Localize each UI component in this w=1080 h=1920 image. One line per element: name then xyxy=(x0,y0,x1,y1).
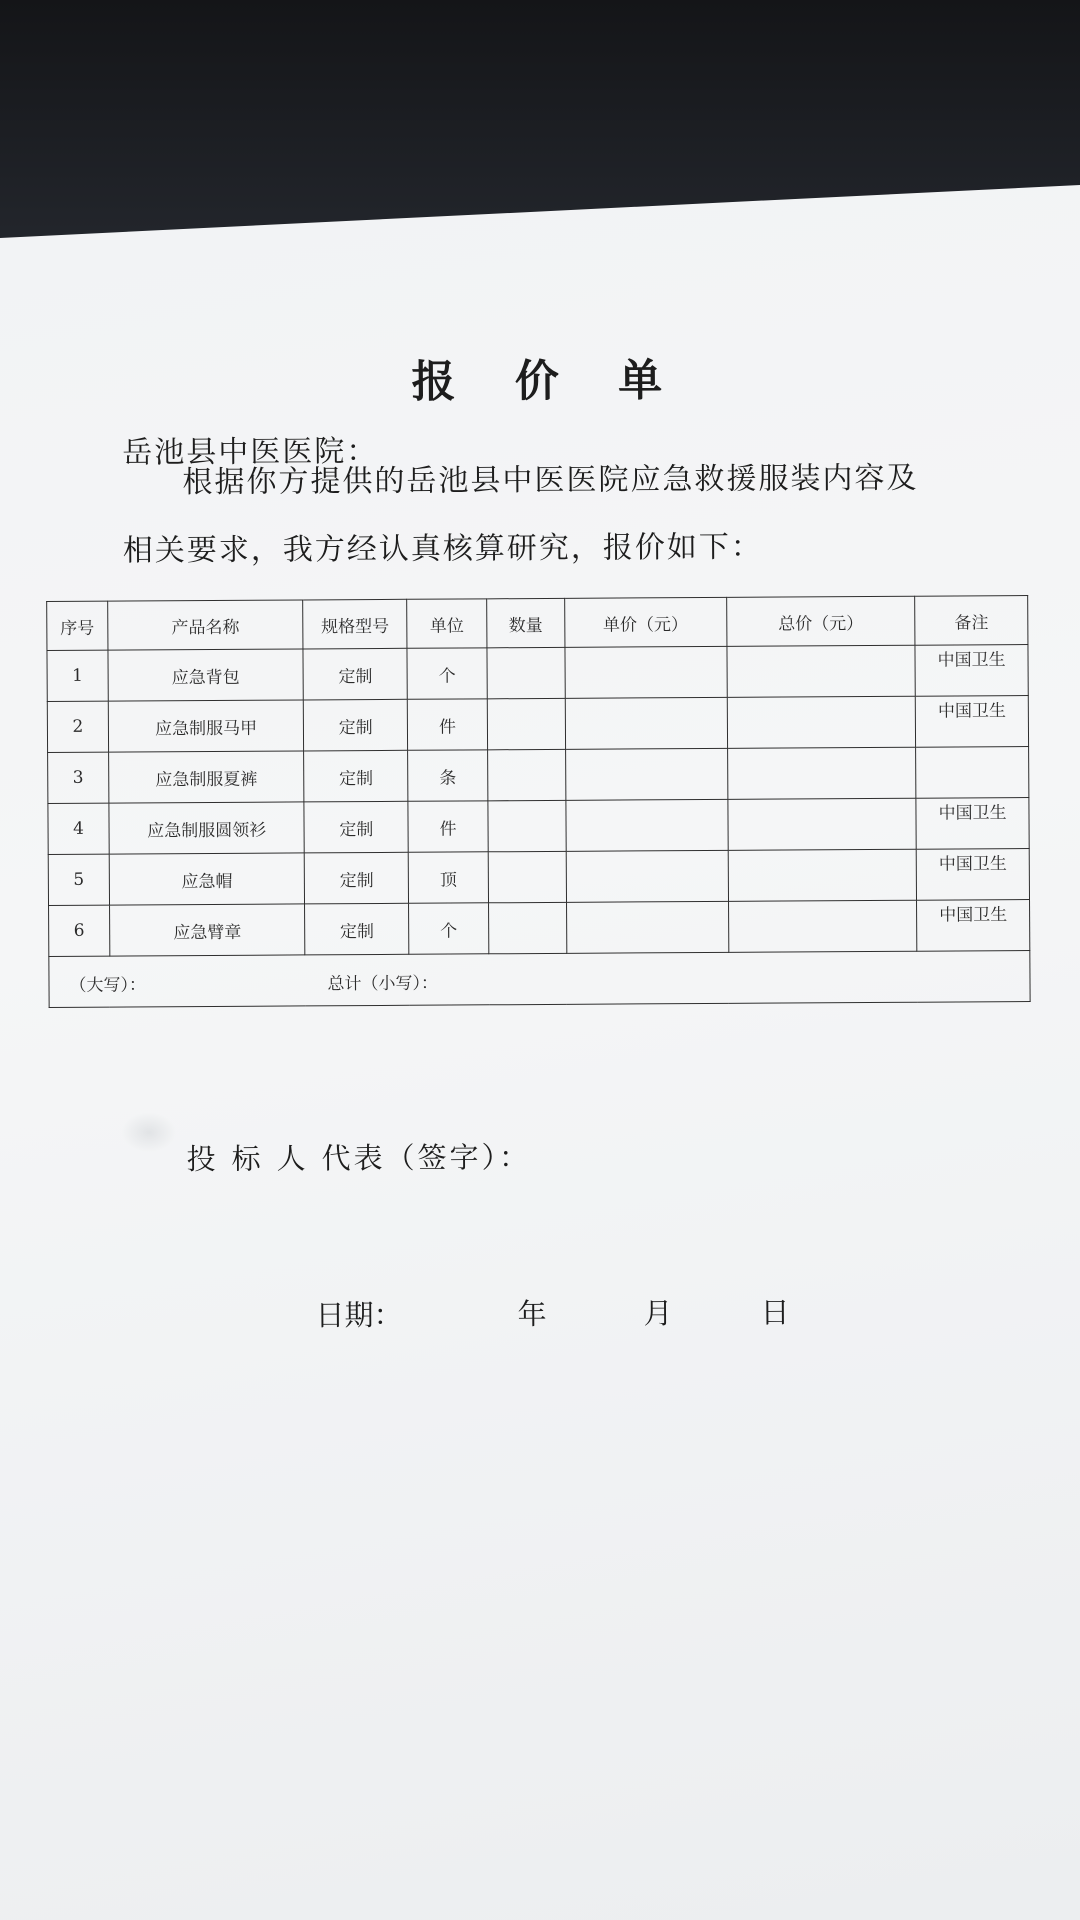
header-seq: 序号 xyxy=(47,601,108,650)
header-total-price: 总价（元） xyxy=(726,596,915,646)
table-row xyxy=(48,747,1029,804)
cell-seq: 3 xyxy=(48,752,109,803)
cell-unit: 件 xyxy=(408,801,488,852)
cell-total-price xyxy=(727,645,916,697)
cell-note: 中国卫生 xyxy=(915,696,1028,748)
cell-unit: 件 xyxy=(407,699,487,750)
cell-seq: 2 xyxy=(47,701,108,752)
addressee-line: 岳池县中医医院： xyxy=(122,433,379,471)
cell-spec: 定制 xyxy=(304,801,408,853)
cell-total-price xyxy=(727,798,916,850)
cell-total-price xyxy=(727,747,916,799)
cell-quantity xyxy=(487,698,565,749)
cell-seq: 5 xyxy=(48,854,109,905)
body-text-line-2: 相关要求，我方经认真核算研究，报价如下： xyxy=(122,529,763,569)
cell-unit-price xyxy=(566,850,728,902)
header-unit: 单位 xyxy=(407,599,487,648)
cell-unit: 个 xyxy=(407,648,487,699)
cell-seq: 4 xyxy=(48,803,109,854)
cell-quantity xyxy=(488,851,566,902)
date-year-label: 年 xyxy=(517,1296,547,1332)
cell-product-name: 应急制服夏裤 xyxy=(108,751,304,803)
table-header-row xyxy=(47,596,1028,651)
cell-seq: 1 xyxy=(47,650,108,701)
cell-spec: 定制 xyxy=(305,852,409,904)
cell-spec: 定制 xyxy=(304,699,408,751)
cell-product-name: 应急制服马甲 xyxy=(108,700,304,752)
header-quantity: 数量 xyxy=(487,598,565,647)
total-amount-label: 总计（小写）： xyxy=(327,973,439,995)
cell-note: 中国卫生 xyxy=(916,798,1029,850)
cell-spec: 定制 xyxy=(303,648,407,700)
table-row xyxy=(48,849,1029,906)
cell-total-price xyxy=(728,900,917,952)
cell-note: 中国卫生 xyxy=(915,645,1028,697)
cell-quantity xyxy=(488,800,566,851)
cell-quantity xyxy=(489,902,567,953)
cell-product-name: 应急背包 xyxy=(108,649,304,701)
cell-total-price xyxy=(727,696,916,748)
quotation-table xyxy=(46,595,1030,1008)
cell-unit-price xyxy=(566,799,728,851)
header-unit-price: 单价（元） xyxy=(565,597,727,647)
date-label: 日期： xyxy=(315,1297,403,1333)
cell-note xyxy=(916,747,1029,799)
header-product-name: 产品名称 xyxy=(108,600,304,650)
cell-product-name: 应急制服圆领衫 xyxy=(109,802,305,854)
cell-unit: 条 xyxy=(408,750,488,801)
cell-unit-price xyxy=(565,748,727,800)
header-note: 备注 xyxy=(915,596,1028,646)
page-title: 报 价 单 xyxy=(411,355,685,408)
table-row xyxy=(49,900,1030,957)
body-text-line-1: 根据你方提供的岳池县中医医院应急救援服装内容及 xyxy=(182,460,919,501)
cell-unit: 个 xyxy=(409,903,489,954)
date-day-label: 日 xyxy=(760,1295,790,1330)
cell-spec: 定制 xyxy=(304,750,408,802)
cell-unit: 顶 xyxy=(408,852,488,903)
cell-spec: 定制 xyxy=(305,903,409,955)
cell-unit-price xyxy=(565,697,727,749)
cell-note: 中国卫生 xyxy=(916,849,1029,901)
cell-product-name: 应急臂章 xyxy=(109,904,305,956)
cell-product-name: 应急帽 xyxy=(109,853,305,905)
representative-signature-label: 代表（签字）： xyxy=(321,1140,532,1176)
signature-line xyxy=(186,1135,531,1178)
bidder-label: 投标人 xyxy=(186,1141,322,1177)
table-footer-row xyxy=(49,951,1030,1008)
cell-note: 中国卫生 xyxy=(917,900,1030,952)
date-month-label: 月 xyxy=(643,1296,673,1331)
table-row xyxy=(47,696,1028,753)
table-footer-cell xyxy=(49,951,1030,1008)
cell-quantity xyxy=(487,647,565,698)
header-spec: 规格型号 xyxy=(303,599,407,649)
cell-seq: 6 xyxy=(49,905,110,956)
faint-smudge xyxy=(121,1112,176,1152)
cell-unit-price xyxy=(566,901,728,953)
table-row xyxy=(48,798,1029,855)
cell-unit-price xyxy=(565,646,727,698)
table-row xyxy=(47,645,1028,702)
capital-amount-label: （大写）： xyxy=(69,975,147,996)
cell-quantity xyxy=(488,749,566,800)
cell-total-price xyxy=(728,849,917,901)
